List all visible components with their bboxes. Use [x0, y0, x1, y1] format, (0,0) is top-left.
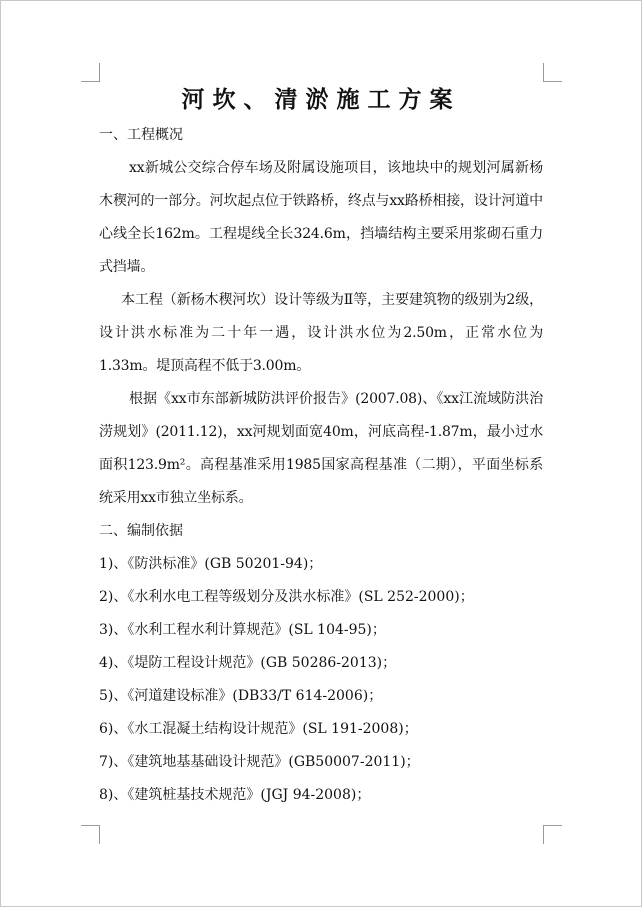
paragraph-planning-basis: 根据《xx市东部新城防洪评价报告》(2007.08)、《xx江流域防洪治涝规划》(2011.12)，xx河规划面宽40m，河底高程-1.87m，最小过水面积123.9m²。高程基准采用1985国家高程基准（二期），平面坐标系统采用xx市独立坐标系。 [99, 391, 543, 506]
reference-item: 4)、《堤防工程设计规范》(GB 50286-2013)； [99, 655, 397, 671]
reference-item: 2)、《水利水电工程等级划分及洪水标准》(SL 252-2000)； [99, 589, 474, 605]
reference-item: 7)、《建筑地基基础设计规范》(GB50007-2011)； [99, 754, 420, 770]
margin-corner-mark [81, 63, 100, 82]
margin-corner-mark [543, 825, 562, 844]
reference-item: 1)、《防洪标准》(GB 50201-94)； [99, 556, 323, 572]
margin-corner-mark [81, 825, 100, 844]
section-heading-overview: 一、工程概况 [99, 127, 183, 143]
document-body [99, 81, 543, 812]
section-heading-basis: 二、编制依据 [99, 523, 183, 539]
reference-item: 5)、《河道建设标准》(DB33/T 614-2006)； [99, 688, 383, 704]
paragraph-project-overview: xx新城公交综合停车场及附属设施项目，该地块中的规划河属新杨木稧河的一部分。河坎起点位于铁路桥，终点与xx路桥相接，设计河道中心线全长162m。工程堤线全长324.6m，挡墙结构主要采用浆砌石重力式挡墙。 [99, 160, 543, 275]
reference-item: 6)、《水工混凝土结构设计规范》(SL 191-2008)； [99, 721, 418, 737]
reference-item: 3)、《水利工程水利计算规范》(SL 104-95)； [99, 622, 386, 638]
margin-corner-mark [543, 63, 562, 82]
paragraph-design-grade: 本工程（新杨木稧河坎）设计等级为Ⅱ等，主要建筑物的级别为2级，设计洪水标准为二十年一遇，设计洪水位为2.50m，正常水位为1.33m。堤顶高程不低于3.00m。 [99, 292, 543, 374]
document-title: 河坎、清淤施工方案 [181, 86, 461, 113]
reference-item: 8)、《建筑桩基技术规范》(JGJ 94-2008)； [99, 787, 371, 803]
